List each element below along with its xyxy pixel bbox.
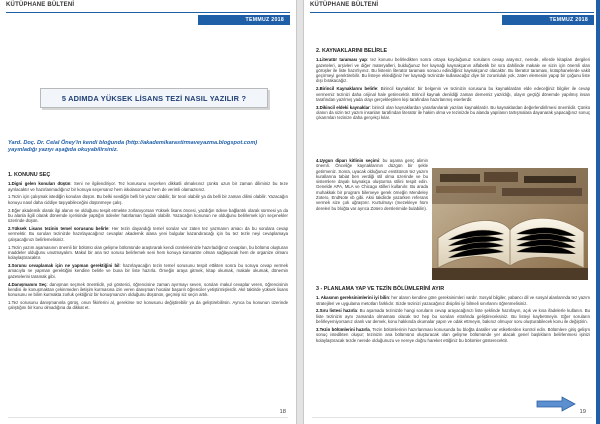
paragraph-4 [8, 226, 288, 242]
paragraph-6-text: : hazırlayacağın tezin temel sorusunu tespit ettikten sonra bu soruya cevap vermek amacıyla ne yapman gerektiğini kendine belirle ve buna bir liste hazırla. Örneğin araya gitmek, kitap okumak, makale okumak, dönemin gazetelerini taramak gibi. [8, 263, 288, 279]
right-page-number: 19 [579, 409, 586, 415]
paragraph-6 [8, 263, 288, 279]
paragraph-7 [8, 282, 288, 298]
left-page [0, 0, 297, 424]
right-paragraph-3 [316, 105, 590, 121]
left-date-badge [198, 15, 290, 25]
right-paragraph-7-text: , Tezin bölümlerinin hazırlanması konusunda bu bloğta daraller var etiketlerden kontrol edin. Bölümlere giriş gelişm sonuç istedikten oluşur; tezinizin ana bölümünü oluşturacak olan gelişme bölümünde yer alacak genel başlıkların belirlenmesi işinizi kolaylaştıracak tezde nerede olduğunuzu ve nereye doğru hareket ettiğiniz bu bölümler gösterecektir. [316, 326, 590, 343]
right-header-rule [310, 12, 594, 13]
paragraph-8: 1.Tez sorusunu danışmanınla görüş, onun fikirlerini al, gerekirse tez konusunu değiştirebilir ya da geliştirebilirsin. Ayrıca bu konunun üzerinde çalıştığını bir konu olmadığına da dikkat et. [8, 300, 288, 311]
right-side-strip [596, 0, 600, 424]
right-footer-rule [312, 417, 592, 418]
left-footer-rule [8, 417, 288, 418]
left-header-title: KÜTÜPHANE BÜLTENİ [6, 2, 75, 8]
left-date-text: TEMMUZ 2018 [245, 17, 284, 23]
right-paragraph-6-text: : Bu aşamada tezinizde hangi soruların cevap arayacağınızı liste şeklinde hazırlayın, açık ve kısa ifadelerle kullanın. Bu liste tezinizin aynı zamanda olmaması olacak tez hep bu soruları etrafında geliştireceksiniz. Bu listeyi kaybetmeyin. Eğer soruların belirleyemiyorsanız olanlı var demek, konu hakkında okumalar yapın ve odak ettmeyin, bakınız olmuyor soru oluşturabilecek konu ile değiştirin. [316, 308, 591, 325]
right-paragraph-5-lead: 1. Akasının gereksinimlerini iyi bilin [316, 295, 389, 301]
left-header [0, 0, 296, 30]
right-paragraph-6 [316, 308, 590, 324]
paragraph-1 [8, 181, 288, 192]
right-paragraph-1 [316, 57, 590, 83]
section-heading-3: 3 - PLANLAMA YAP VE TEZİN BÖLÜMLERİNİ AYIR [316, 286, 445, 292]
paragraph-7-text: : danışman seçmek önemlidir, yol gösterici, öğrencisine zaman ayırmayı seven, soruları makul cevaplar veren, öğrencisinin kendisi ile konuşmaktan çekinmeden iletişim kurmasına izin veren danışman hocalar başarılı öğrenciler yetiştirmişlerdir. Akıl taktirde yüksek lisans konusunu ve bilim kurmakta zorluk çektiğiniz bir konuşmanızın olduğunu düşünün, geçmişi siz seçin artık. [8, 281, 288, 298]
right-paragraph-5 [316, 295, 590, 306]
paragraph-4-lead: 2.Yüksek Lisans tezinin temel sorusunu belirle [8, 226, 109, 232]
right-paragraph-6-lead: 2.Sıru listesi hazırla [316, 308, 357, 314]
article-title: 5 ADIMDA YÜKSEK LİSANS TEZİ NASIL YAZILIR ? [61, 94, 247, 103]
section-heading-1: 1. KONUNU SEÇ [8, 172, 51, 178]
section-heading-2: 2. KAYNAKLARINI BELİRLE [316, 48, 388, 54]
paragraph-1-lead: 1.Digni gelen konuları düşün [8, 181, 71, 187]
right-body-top [316, 48, 590, 123]
right-body-bottom [316, 286, 590, 345]
right-paragraph-7 [316, 327, 590, 343]
right-paragraph-2-text: : Birincil kaynaklar: bir belgenin ve tezinizin sorusuna bu kaynaklardan elde edeceğiniz bilgiler ile cevap vermemiz tezinizi daha orijinal hale getirecektir. Birincil kaynak denildiği zaman dememiz yazıldığı, olayın geçtiği dönemde yapılmış insan tarafından yazılmış yada olayı gerçekleştiren kişi tarafından hazırlanmış eserlerdir. [316, 86, 591, 102]
left-header-rule [6, 12, 290, 13]
article-title-box [40, 88, 268, 108]
paragraph-3: 2.Eğer akademik olarak ilgi alanın ne olduğunu tespit etmekte zorlanıyorsan Yüksek lisans öncesi, yazdığın ödeve bağlantılı olarak sürmesi ya da bu alanla ilgili olarak dönemde içerisinde yaptığın ödevler hatırlaman faydalı olabilir. Yazacağın konunun ne olduğunu belirlemek için seçenekler üzerinde düşün. [8, 207, 288, 224]
left-page-number: 18 [279, 409, 286, 415]
paragraph-7-lead: 4.Danışmanını Seç [8, 281, 47, 287]
right-paragraph-2 [316, 86, 590, 102]
right-paragraph-4-lead: 4.Uygun diparı kitlinin seçimi [316, 158, 380, 163]
open-book-image [432, 168, 588, 280]
right-date-text: TEMMUZ 2018 [549, 17, 588, 23]
right-page [303, 0, 600, 424]
paragraph-5: 1.Tezin yazım aşamasının önemli bir bölümü olan gelişme bölümünde araştırarak kendi cümlelerinizle hazırladığınız cevapları, bu bölümü oluşturan maddeler olduğunu unutmayalım. Makul bir ana tez sorusu belirlemek seni hem konuya konsantre olman sağlayacak hem de organize olmanı kolaylaştıracaktır. [8, 244, 288, 261]
right-paragraph-4 [316, 158, 428, 211]
right-paragraph-1-text: : tez konunu belirledikten sonra ortaya koyduğunuz soruların cevap arayınız, nerede, ellerde kitapları dergileri gazeteleri, arşivleri ve diğer materyalleri, bulduğunuz her kaynağı kaynakçanın alfabetik bir sıra dahilinde makale ve sizin için önemli olan görüşler ile liste hazırlıyınız. Bu listenin literatür taraması sonucu edindiğiniz kaynakçanız olacaktır. Bu literatür taraması, kütüphanelerde vakit geçirmeyi gerektirebilir. Bu listeye eklediğiniz her kaynağı tezinizde kullanacağız diye bir zorunluluk yok, zaten elemesini yapıp bir çoğunu liste dışı bırakacağız. [316, 57, 590, 84]
paragraph-1-text: : Seni ne ilgilendiriyor. Tez konusunu seçerken dikkatli olmalısınız çünkü uzun bir zaman diliminiz bu teze ayrılacaktır ve hazırlanmadığınız bir konuya seçersanız hem iskolasonunuz hem de verimli olamazsınız. [8, 181, 288, 192]
right-date-badge [502, 15, 594, 25]
right-header [304, 0, 600, 30]
right-body-mid [316, 158, 428, 214]
right-paragraph-2-lead: 2.Birincil Kaynaklarını belirle [316, 86, 378, 92]
right-paragraph-3-text: : birincil olan kaynaklardan yararlanılarak yazılan kaynaklardır. Bu kaynaklardan değerlendirilmesi önemlidir. Çünkü olanın da sizin tez yazım insanları tarafından literatür ile hakim olma ve tezinizde bu alanda yapılanın tartışmalara dayanarak yapacağınız sonuç çıkarımları tezinize daha gerçekçi kılar. [316, 104, 590, 121]
next-arrow-icon [536, 396, 576, 412]
paragraph-2: 1.Tezin için çalışmak istediğin konuları düşün. Bu belki sevdiğin belli bir yazar olabilir, bir teori olabilir ya da belli bir zaman dilimi olabilir. Yazacağın konuyu nasıl daha ciddiye taşıyabileceğini düşünmeye çalış. [8, 194, 288, 205]
article-intro: Yard. Doç. Dr. Celal Öney'in kendi bloğunda (http://akademikarastirmaveyazma.blogspot.com) yayınladığı yazıyı aşağıda okuyabilirsiniz. [8, 140, 258, 153]
right-header-title: KÜTÜPHANE BÜLTENİ [310, 2, 379, 8]
left-body [8, 172, 288, 313]
right-paragraph-7-lead: 3.Tezin bölümlerini hazırla [316, 326, 370, 332]
right-paragraph-1-lead: 1.Literatür taraması yap [316, 57, 367, 63]
right-paragraph-3-lead: 3.Dikincil eldeki kaynaklar [316, 104, 370, 110]
paragraph-6-lead: 3.Sorunu cevaplamak için ne yapman gerektiğini bil [8, 263, 120, 269]
right-paragraph-4-text: : bu aşama genç alimin önemli. Önceliğe kaynaklarının düzgün bir şekle getirmeniz. Sonra, uyacak olduğunuz enstitünün tez yazım kurallarına tabiat ben verdiği stil olma üzerinde ve bu sistemlere dayalı kaynakça oluşturma stilini tespit edin. Genelde APA, MLA ve Chicago stilleri kullanılır. Bu arada muhakkak bir program bilemeye gerek örneğin Mendeley Zotero, EndNote vb gibi. Aksi takdirde yazarken referans vermek size çok uğraştırır. Kurtulmayı (mezekleye hüm dereleri bu bloğta var ayrıca Zotero derslerimide bulabilin). [316, 158, 428, 211]
paragraph-4-text: : Her tezin dayandığı temel sorular var zaten tez yazmanın amacı da bu sorulara cevap vermektir. Bu soruları tezinizde hazırlayacağınız cevaplar akademik alana yeni bulgular kazandıracağı için bu tez tezle neyi cevaplamaya çalışacağınızı belirlemelisiniz. [8, 226, 289, 242]
right-paragraph-5-text: : her alanın kendine göre gereksinimleri vardır. Sosyal bilgiler, yabancı dil ve sosyal alanlarında tez yazım stratejileri ve uygulama metotları farklıdır. Sizde tezinizi yazacağınız disiplini iyi bilmeli sınırlarını öğrenmelisiniz. [316, 295, 590, 306]
